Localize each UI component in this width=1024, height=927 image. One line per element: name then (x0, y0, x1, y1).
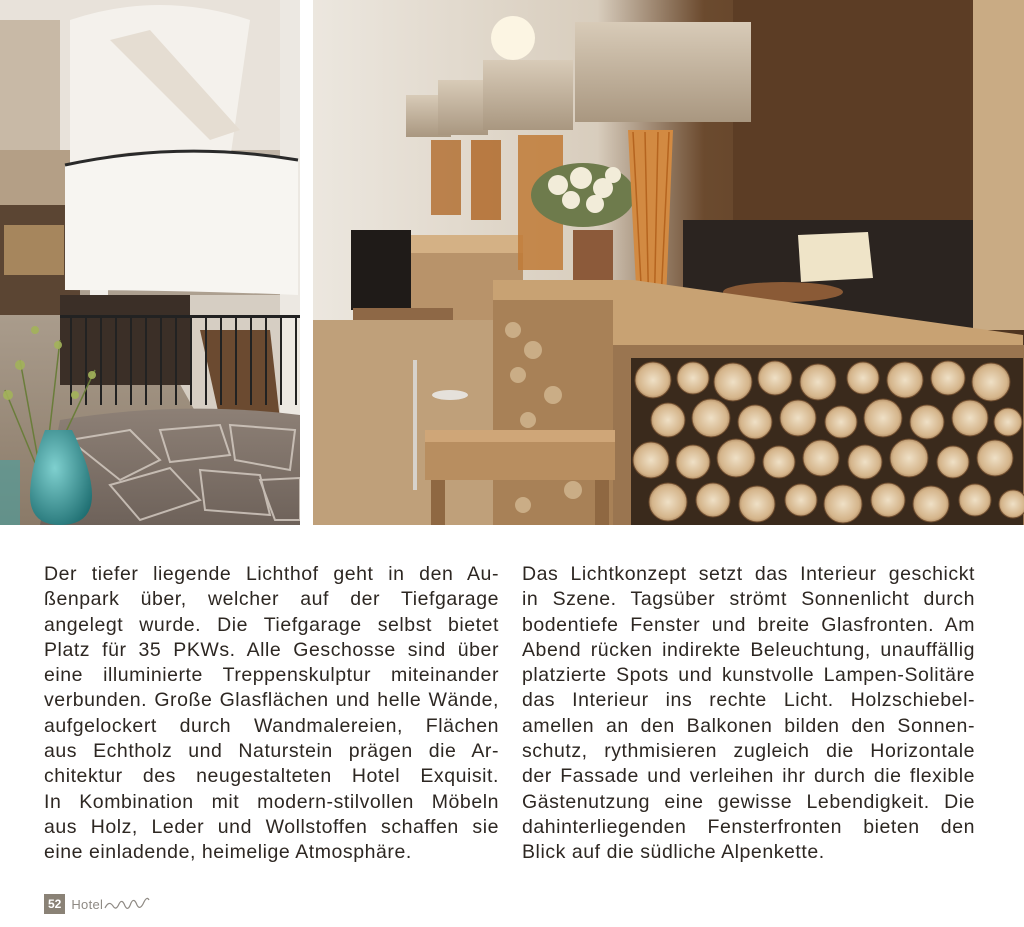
text-line: chitektur des neugestalteten Hotel Exquisit. (44, 765, 499, 788)
text-line: Blick auf die südliche Alpenkette. (522, 841, 825, 864)
text-line: angelegt wurde. Die Tiefgarage selbst bietet (44, 613, 499, 636)
right-text-column (522, 562, 975, 866)
text-line: Der tiefer liegende Lichthof geht in den Au- (44, 563, 499, 585)
text-line: aus Echtholz und Naturstein prägen die Ar- (44, 740, 499, 763)
text-line: ßenpark über, welcher auf der Tiefgarage (44, 588, 499, 611)
text-line: In Kombination mit modern-stilvollen Möbeln (44, 790, 499, 813)
text-line: der Fassade und verleihen ihr durch die flexible (522, 765, 975, 788)
text-line: Das Lichtkonzept setzt das Interieur geschickt (522, 563, 975, 585)
text-line: platzierte Spots und kunstvolle Lampen-Solitäre (522, 664, 975, 687)
left-text-column (44, 562, 499, 866)
text-line: aus Holz, Leder und Wollstoffen schaffen sie (44, 815, 499, 838)
text-line: in Szene. Tagsüber strömt Sonnenlicht durch (522, 588, 975, 611)
right-paragraph (522, 562, 975, 866)
text-line: eine einladende, heimelige Atmosphäre. (44, 841, 412, 864)
logo-wordmark: Hotel (71, 896, 104, 912)
left-paragraph (44, 562, 499, 866)
text-line: Gästenutzung eine gewisse Lebendigkeit. Die (522, 790, 975, 813)
text-line: Abend rücken indirekte Beleuchtung, unauffällig (522, 638, 975, 661)
text-line: aufgelockert durch Wandmalereien, Flächen (44, 714, 499, 737)
text-line: dahinterliegenden Fensterfronten bieten den (522, 815, 975, 838)
page-footer (44, 891, 151, 917)
page-number-badge: 52 (44, 894, 65, 914)
text-line: Platz für 35 PKWs. Alle Geschosse sind über (44, 638, 499, 661)
bar-lounge-photo (313, 0, 1024, 525)
atrium-staircase-photo (0, 0, 300, 525)
text-line: bodentiefe Fenster und breite Glasfronten. Am (522, 613, 975, 636)
text-line: eine illuminierte Treppenskulptur miteinander (44, 664, 499, 687)
text-line: amellen an den Balkonen bilden den Sonnen- (522, 714, 975, 737)
text-line: verbunden. Große Glasflächen und helle Wände, (44, 689, 499, 712)
text-line: schutz, rythmisieren zugleich die Horizontale (522, 740, 975, 763)
text-line: das Interieur ins rechte Licht. Holzschiebel- (522, 689, 975, 712)
logo-script-icon (103, 894, 151, 914)
magazine-logo (71, 894, 151, 914)
